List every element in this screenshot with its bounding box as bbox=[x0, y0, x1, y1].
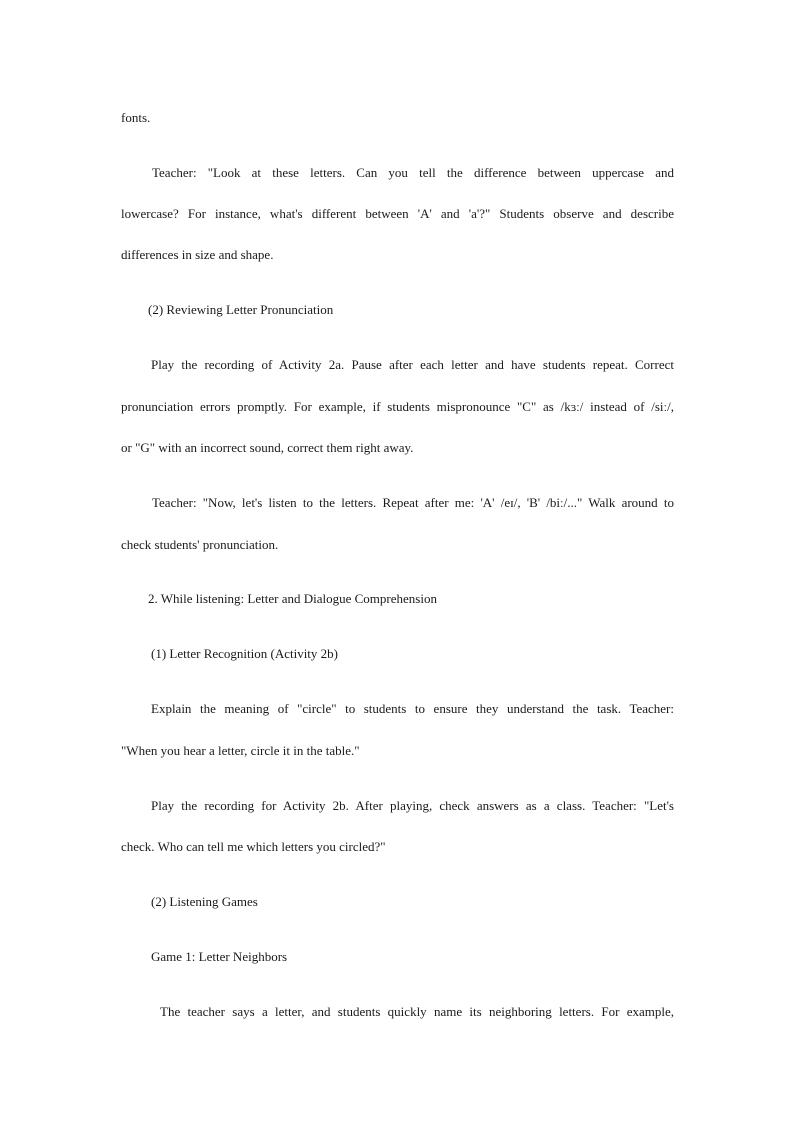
explain-paragraph-line-2: "When you hear a letter, circle it in the table." bbox=[121, 743, 360, 758]
teacher-quote-line-2: lowercase? For instance, what's different between 'A' and 'a'?" Students observe and describe bbox=[121, 206, 674, 221]
recording-paragraph-line-2: pronunciation errors promptly. For example, if students mispronounce "C" as /kɜː/ instead of /siː/, bbox=[121, 399, 674, 414]
paragraph-continuation-line: fonts. bbox=[121, 110, 151, 125]
subsection-heading-listening-games: (2) Listening Games bbox=[151, 894, 258, 909]
repeat-paragraph-line-1: Teacher: "Now, let's listen to the letters. Repeat after me: 'A' /eɪ/, 'B' /biː/..." Walk around to bbox=[152, 495, 674, 510]
game-heading-letter-neighbors: Game 1: Letter Neighbors bbox=[151, 949, 288, 964]
recording-paragraph-line-3: or "G" with an incorrect sound, correct them right away. bbox=[121, 440, 414, 455]
recording-paragraph-line-1: Play the recording of Activity 2a. Pause after each letter and have students repeat. Correct bbox=[151, 357, 674, 372]
game-description-line-1: The teacher says a letter, and students quickly name its neighboring letters. For example, bbox=[160, 1004, 674, 1019]
teacher-quote-line-1: Teacher: "Look at these letters. Can you tell the difference between uppercase and bbox=[152, 165, 674, 180]
teacher-quote-line-3: differences in size and shape. bbox=[121, 247, 274, 262]
section-heading-while-listening: 2. While listening: Letter and Dialogue Comprehension bbox=[148, 591, 437, 606]
check-paragraph-line-1: Play the recording for Activity 2b. After playing, check answers as a class. Teacher: "Let's bbox=[151, 798, 674, 813]
subsection-heading-letter-recognition: (1) Letter Recognition (Activity 2b) bbox=[151, 646, 339, 661]
section-heading-reviewing-pronunciation: (2) Reviewing Letter Pronunciation bbox=[148, 302, 334, 317]
check-paragraph-line-2: check. Who can tell me which letters you circled?" bbox=[121, 839, 386, 854]
repeat-paragraph-line-2: check students' pronunciation. bbox=[121, 537, 279, 552]
explain-paragraph-line-1: Explain the meaning of "circle" to students to ensure they understand the task. Teacher: bbox=[151, 701, 674, 716]
